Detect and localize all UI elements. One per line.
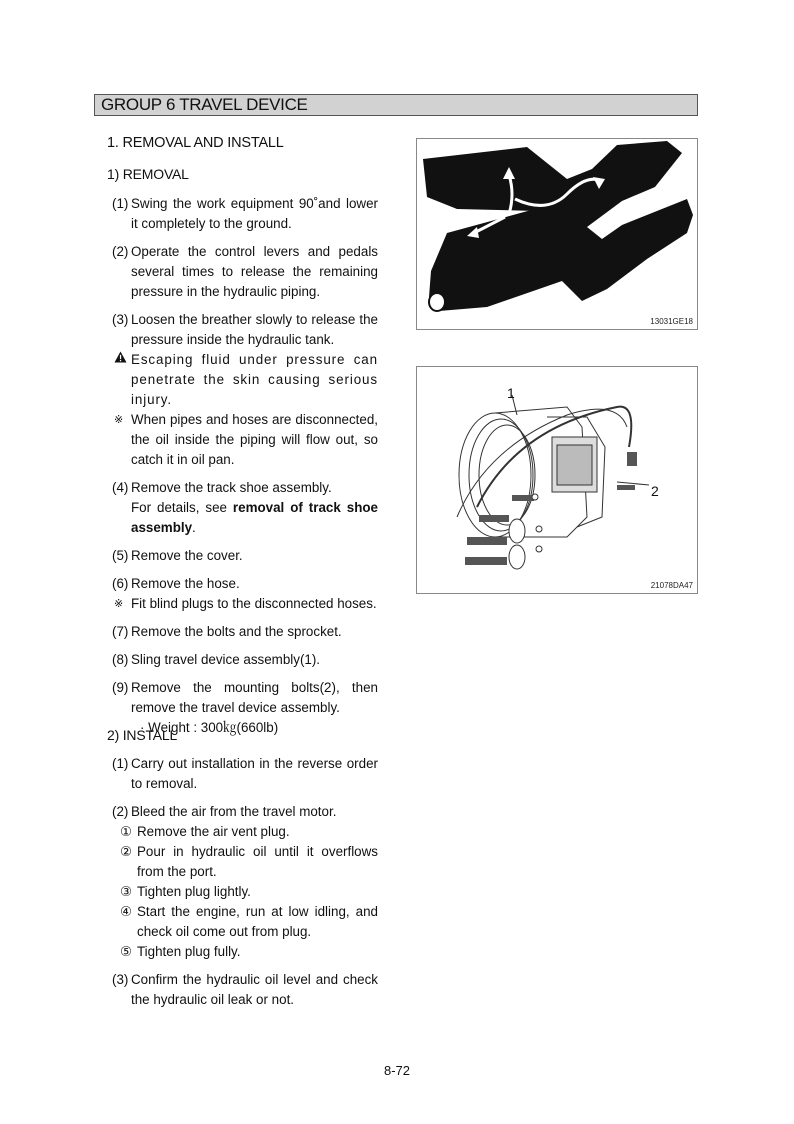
- removal-step-8: [112, 650, 378, 670]
- step-number: (3): [112, 972, 129, 987]
- install-substep-5: [112, 942, 378, 962]
- install-title: 2) INSTALL: [107, 727, 178, 743]
- removal-steps: [112, 194, 378, 746]
- page-number: 8-72: [383, 1063, 411, 1078]
- removal-title: 1) REMOVAL: [107, 166, 189, 182]
- cross-reference: removal of track shoe assembly: [131, 500, 378, 535]
- step-number: (7): [112, 624, 129, 639]
- step-text: Bleed the air from the travel motor.: [131, 804, 337, 819]
- section-title: 1. REMOVAL AND INSTALL: [107, 135, 284, 151]
- substep-text: Tighten plug fully.: [137, 944, 241, 959]
- warning-icon: [114, 350, 127, 370]
- substep-text: Pour in hydraulic oil until it overflows from the port.: [137, 844, 378, 879]
- reference-mark: ※: [114, 414, 124, 426]
- substep-text: Start the engine, run at low idling, and check oil come out from plug.: [137, 904, 378, 939]
- install-substep-4: [112, 902, 378, 942]
- step-text: Swing the work equipment 90˚and lower it completely to the ground.: [131, 196, 378, 231]
- step-text: Loosen the breather slowly to release the pressure inside the hydraulic tank.: [131, 312, 378, 347]
- step-text-suffix: .: [192, 520, 196, 535]
- removal-step-6: [112, 574, 378, 594]
- removal-step-4: [112, 478, 378, 538]
- substep-text: Remove the air vent plug.: [137, 824, 290, 839]
- group-title: GROUP 6 TRAVEL DEVICE: [101, 95, 308, 114]
- install-step-2: [112, 802, 378, 822]
- install-substep-1: [112, 822, 378, 842]
- note-pipes: [112, 410, 378, 470]
- figure-lower-equipment: [416, 138, 698, 330]
- step-text: Operate the control levers and pedals several times to release the remaining pressure in the hydraulic piping.: [131, 244, 378, 299]
- warning-text: Escaping fluid under pressure can penetrate the skin causing serious injury.: [131, 352, 378, 407]
- removal-step-2: [112, 242, 378, 302]
- step-text-prefix: For details, see: [131, 500, 233, 515]
- step-number: (3): [112, 312, 129, 327]
- step-text: Carry out installation in the reverse order to removal.: [131, 756, 378, 791]
- callout-label-2: 2: [651, 483, 659, 499]
- step-text: Remove the cover.: [131, 548, 243, 563]
- group-header: [94, 94, 698, 116]
- step-number: (8): [112, 652, 129, 667]
- figure-code: 21078DA47: [650, 581, 693, 590]
- install-steps: [112, 754, 378, 1018]
- step-number: (2): [112, 804, 129, 819]
- removal-step-7: [112, 622, 378, 642]
- step-text: Confirm the hydraulic oil level and check the hydraulic oil leak or not.: [131, 972, 378, 1007]
- circled-number: ①: [120, 824, 133, 839]
- install-step-1: [112, 754, 378, 794]
- callout-label-1: 1: [507, 385, 515, 401]
- step-text: Remove the bolts and the sprocket.: [131, 624, 342, 639]
- note-text: When pipes and hoses are disconnected, the oil inside the piping will flow out, so catch it in oil pan.: [131, 412, 378, 467]
- weight-spec: · Weight : 300㎏(660lb): [140, 720, 279, 735]
- install-step-3: [112, 970, 378, 1010]
- reference-mark: ※: [114, 598, 124, 610]
- excavator-arm-illustration: [417, 139, 697, 329]
- figure-code: 13031GE18: [650, 317, 693, 326]
- substep-text: Tighten plug lightly.: [137, 884, 251, 899]
- removal-step-3: [112, 310, 378, 350]
- note-text: Fit blind plugs to the disconnected hoses.: [131, 596, 377, 611]
- step-number: (6): [112, 576, 129, 591]
- step-number: (1): [112, 756, 129, 771]
- warning-note: [112, 350, 378, 410]
- figure-travel-device: [416, 366, 698, 594]
- circled-number: ④: [120, 904, 133, 919]
- step-text: Remove the track shoe assembly.: [131, 480, 332, 495]
- circled-number: ③: [120, 884, 133, 899]
- step-number: (9): [112, 680, 129, 695]
- note-plugs: [112, 594, 378, 614]
- step-number: (4): [112, 480, 129, 495]
- circled-number: ②: [120, 844, 133, 859]
- step-text: Sling travel device assembly(1).: [131, 652, 321, 667]
- step-text: Remove the mounting bolts(2), then remove the travel device assembly.: [131, 680, 378, 715]
- install-substep-2: [112, 842, 378, 882]
- step-number: (1): [112, 196, 129, 211]
- step-text: Remove the hose.: [131, 576, 240, 591]
- install-substep-3: [112, 882, 378, 902]
- travel-device-illustration: [417, 367, 697, 593]
- removal-step-1: [112, 194, 378, 234]
- removal-step-5: [112, 546, 378, 566]
- removal-step-9: [112, 678, 378, 718]
- step-number: (2): [112, 244, 129, 259]
- circled-number: ⑤: [120, 944, 133, 959]
- step-number: (5): [112, 548, 129, 563]
